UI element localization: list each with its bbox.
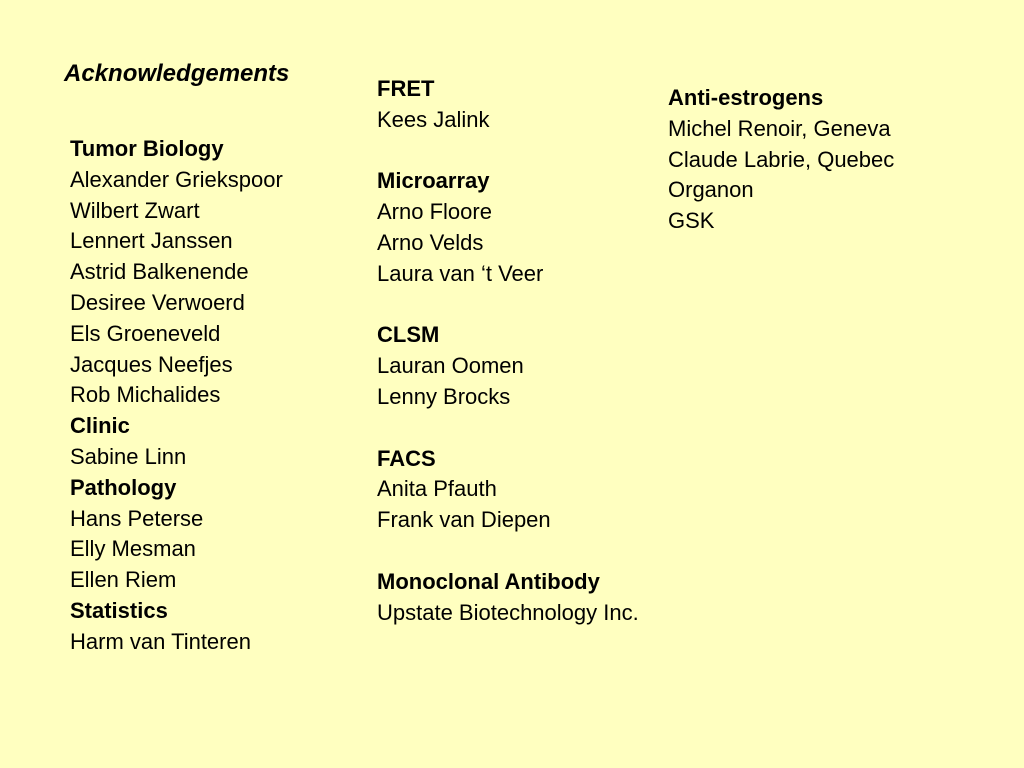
section-heading-facs: FACS [377, 445, 436, 471]
list-item: Lauran Oomen [377, 353, 524, 379]
list-item: Els Groeneveld [70, 320, 221, 346]
list-item: Kees Jalink [377, 106, 490, 132]
spacer [377, 290, 639, 321]
spacer [377, 536, 639, 567]
list-item: Ellen Riem [70, 567, 177, 593]
list-item: Sabine Linn [70, 443, 187, 469]
section-heading-microarray: Microarray [377, 168, 490, 194]
list-item: Alexander Griekspoor [70, 166, 283, 192]
spacer [377, 136, 639, 167]
list-item: Claude Labrie, Quebec [668, 146, 895, 172]
right-column [668, 83, 894, 237]
list-item: Wilbert Zwart [70, 197, 200, 223]
list-item: Laura van ‘t Veer [377, 260, 544, 286]
list-item: Anita Pfauth [377, 476, 497, 502]
list-item: Jacques Neefjes [70, 351, 233, 377]
list-item: Organon [668, 177, 754, 203]
spacer [377, 413, 639, 444]
section-heading-clinic: Clinic [70, 413, 130, 439]
list-item: Michel Renoir, Geneva [668, 115, 891, 141]
section-heading-anti-estrogens: Anti-estrogens [668, 85, 824, 110]
section-heading-clsm: CLSM [377, 322, 440, 348]
section-heading-tumor-biology: Tumor Biology [70, 136, 224, 161]
list-item: GSK [668, 208, 715, 234]
list-item: Rob Michalides [70, 382, 221, 408]
list-item: Arno Velds [377, 229, 484, 255]
slide-title: Acknowledgements [64, 60, 290, 87]
section-heading-statistics: Statistics [70, 597, 168, 623]
list-item: Harm van Tinteren [70, 628, 251, 654]
list-item: Frank van Diepen [377, 507, 551, 533]
list-item: Elly Mesman [70, 536, 196, 562]
list-item: Astrid Balkenende [70, 259, 249, 285]
section-heading-fret: FRET [377, 76, 435, 101]
left-column [70, 134, 283, 658]
middle-column [377, 74, 639, 628]
section-heading-pathology: Pathology [70, 474, 177, 500]
list-item: Arno Floore [377, 199, 492, 225]
section-heading-monoclonal-antibody: Monoclonal Antibody [377, 568, 600, 594]
list-item: Desiree Verwoerd [70, 289, 245, 315]
list-item: Lennert Janssen [70, 228, 233, 254]
list-item: Upstate Biotechnology Inc. [377, 599, 639, 625]
list-item: Hans Peterse [70, 505, 204, 531]
list-item: Lenny Brocks [377, 383, 511, 409]
